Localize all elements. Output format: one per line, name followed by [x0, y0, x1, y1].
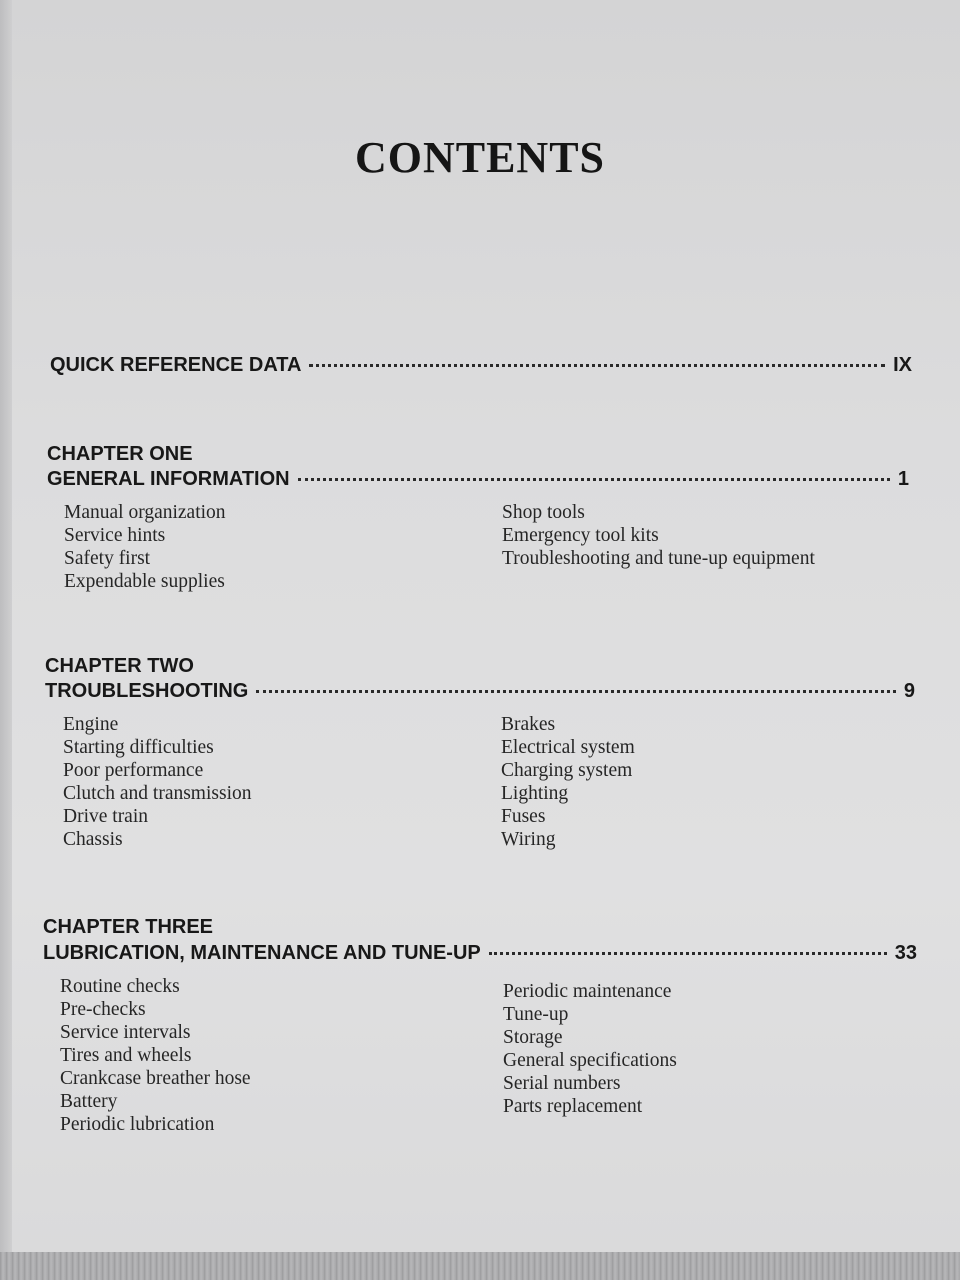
- topic-item: Charging system: [501, 760, 633, 781]
- topic-item: Safety first: [64, 548, 151, 569]
- topic-item: Chassis: [63, 829, 123, 850]
- topic-item: Routine checks: [60, 976, 180, 997]
- topic-item: Storage: [503, 1027, 563, 1048]
- toc-entry-chapter-two[interactable]: [45, 680, 915, 703]
- topic-item: Fuses: [501, 806, 546, 827]
- topic-item: Clutch and transmission: [63, 783, 252, 804]
- page-title: CONTENTS: [354, 133, 606, 182]
- chapter-three-topics-right: [503, 980, 677, 1118]
- topic-item: General specifications: [503, 1050, 677, 1071]
- topic-item: Poor performance: [63, 760, 204, 781]
- dot-leader: [256, 690, 896, 693]
- topic-item: Emergency tool kits: [502, 525, 659, 546]
- topic-item: Pre-checks: [60, 999, 146, 1020]
- chapter-one-topics-left: [64, 501, 226, 593]
- page-edge: [0, 0, 12, 1280]
- toc-entry-quick-reference[interactable]: [50, 354, 912, 377]
- topic-item: Wiring: [501, 829, 556, 850]
- topic-item: Service hints: [64, 525, 166, 546]
- topic-item: Starting difficulties: [63, 737, 214, 758]
- topic-item: Drive train: [63, 806, 149, 827]
- topic-item: Expendable supplies: [64, 571, 225, 592]
- toc-entry-page: 33: [894, 942, 917, 964]
- topic-item: Service intervals: [60, 1022, 191, 1043]
- toc-entry-label: GENERAL INFORMATION: [47, 468, 290, 490]
- toc-entry-page: IX: [893, 354, 912, 376]
- toc-entry-label: TROUBLESHOOTING: [45, 680, 249, 702]
- topic-item: Crankcase breather hose: [60, 1068, 251, 1089]
- topic-item: Parts replacement: [503, 1096, 643, 1117]
- chapter-two-number: CHAPTER TWO: [45, 655, 194, 677]
- topic-item: Battery: [60, 1091, 118, 1112]
- topic-item: Tires and wheels: [60, 1045, 192, 1066]
- topic-item: Tune-up: [503, 1004, 569, 1025]
- page-stack-edge: [0, 1252, 960, 1280]
- chapter-one-number: CHAPTER ONE: [47, 443, 193, 465]
- toc-entry-label: LUBRICATION, MAINTENANCE AND TUNE-UP: [43, 942, 481, 964]
- topic-item: Engine: [63, 714, 119, 735]
- toc-entry-chapter-one[interactable]: [47, 468, 909, 491]
- toc-entry-label: QUICK REFERENCE DATA: [50, 354, 302, 376]
- toc-entry-page: 1: [897, 468, 909, 490]
- chapter-two-topics-left: [63, 713, 252, 851]
- topic-item: Manual organization: [64, 502, 226, 523]
- topic-item: Periodic lubrication: [60, 1114, 215, 1135]
- dot-leader: [489, 952, 887, 955]
- topic-item: Brakes: [501, 714, 556, 735]
- toc-entry-chapter-three[interactable]: [43, 942, 917, 965]
- chapter-three-number: CHAPTER THREE: [43, 916, 214, 938]
- topic-item: Lighting: [501, 783, 569, 804]
- topic-item: Troubleshooting and tune-up equipment: [502, 548, 815, 569]
- topic-item: Serial numbers: [503, 1073, 621, 1094]
- topic-item: Shop tools: [502, 502, 585, 523]
- chapter-three-topics-left: [60, 975, 251, 1136]
- dot-leader: [309, 364, 885, 367]
- chapter-two-topics-right: [501, 713, 635, 851]
- toc-entry-page: 9: [903, 680, 915, 702]
- dot-leader: [298, 478, 890, 481]
- chapter-one-topics-right: [502, 501, 815, 570]
- topic-item: Electrical system: [501, 737, 635, 758]
- topic-item: Periodic maintenance: [503, 981, 672, 1002]
